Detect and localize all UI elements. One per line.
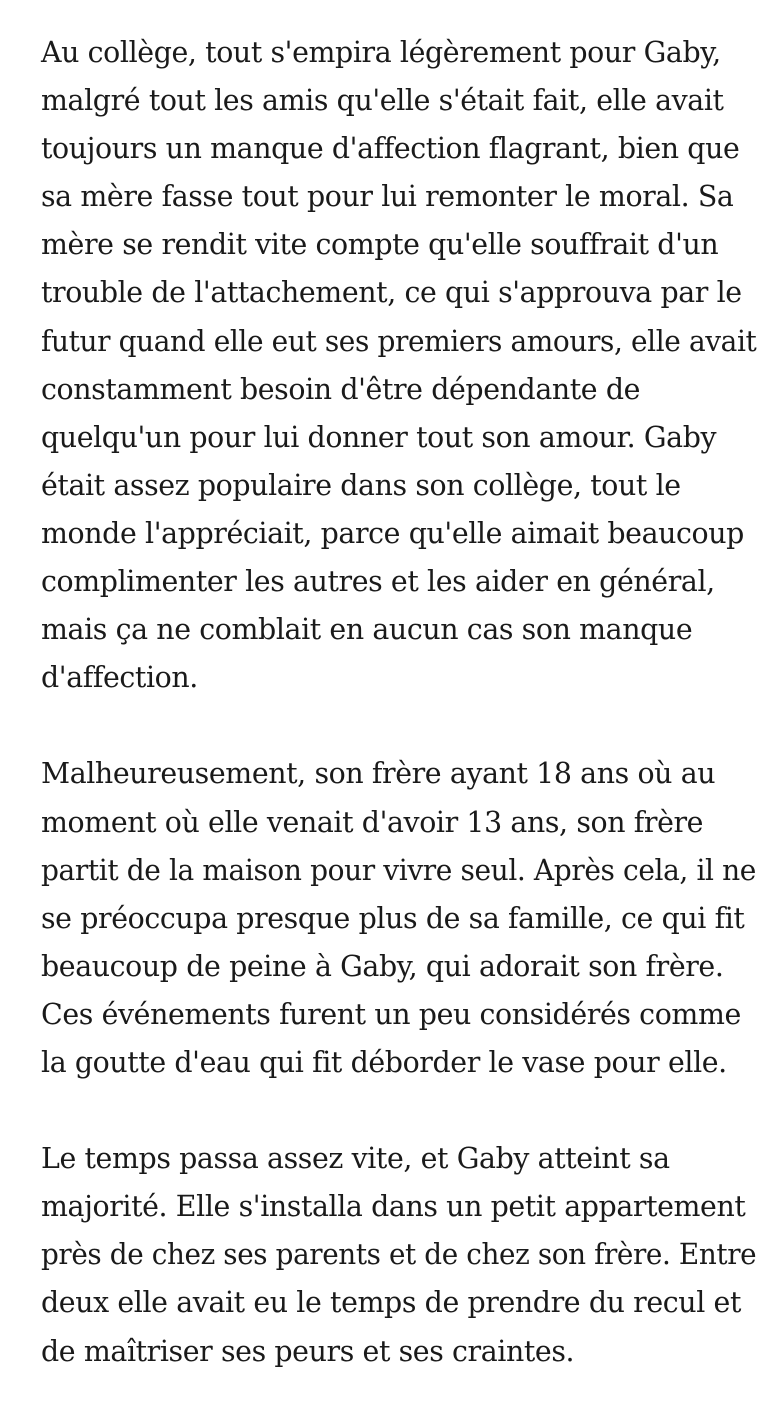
text-line: Le temps passa assez vite, et Gaby atteint sa (41, 1142, 670, 1176)
text-line: près de chez ses parents et de chez son frère. Entre (41, 1238, 757, 1272)
text-line: Au collège, tout s'empira légèrement pour Gaby, (41, 36, 721, 69)
text-line: moment où elle venait d'avoir 13 ans, son frère (41, 805, 704, 839)
text-line: de maîtriser ses peurs et ses craintes. (41, 1334, 575, 1368)
text-line: Ces événements furent un peu considérés comme (41, 997, 741, 1031)
text-line: beaucoup de peine à Gaby, qui adorait son frère. (41, 949, 724, 983)
text-line: mère se rendit vite compte qu'elle souffrait d'un (41, 228, 719, 262)
text-line: monde l'appréciait, parce qu'elle aimait beaucoup (41, 516, 744, 550)
text-line: partit de la maison pour vivre seul. Après cela, il ne (41, 853, 756, 887)
text-line: deux elle avait eu le temps de prendre du recul et (41, 1286, 741, 1320)
text-line: toujours un manque d'affection flagrant, bien que (41, 132, 740, 166)
text-line: malgré tout les amis qu'elle s'était fait, elle avait (41, 84, 724, 118)
text-line: trouble de l'attachement, ce qui s'approuva par le (41, 276, 742, 310)
text-line: la goutte d'eau qui fit déborder le vase pour elle. (41, 1045, 727, 1079)
paragraph-brother (41, 750, 758, 1087)
text-line: Malheureusement, son frère ayant 18 ans où au (41, 757, 716, 791)
paragraph-spacer (41, 702, 758, 750)
paragraph-college (41, 29, 758, 702)
text-line: constamment besoin d'être dépendante de (41, 372, 641, 406)
text-line: se préoccupa presque plus de sa famille, ce qui fit (41, 901, 745, 935)
text-line: sa mère fasse tout pour lui remonter le moral. Sa (41, 180, 734, 214)
paragraph-spacer (41, 1087, 758, 1135)
text-line: mais ça ne comblait en aucun cas son manque (41, 613, 693, 647)
text-line: majorité. Elle s'installa dans un petit appartement (41, 1190, 746, 1224)
story-text (41, 29, 758, 1376)
text-line: d'affection. (41, 661, 198, 695)
paragraph-adulthood (41, 1135, 758, 1375)
text-line: était assez populaire dans son collège, tout le (41, 468, 681, 502)
text-line: complimenter les autres et les aider en général, (41, 565, 715, 599)
text-line: quelqu'un pour lui donner tout son amour. Gaby (41, 420, 717, 454)
text-line: futur quand elle eut ses premiers amours, elle avait (41, 324, 757, 358)
